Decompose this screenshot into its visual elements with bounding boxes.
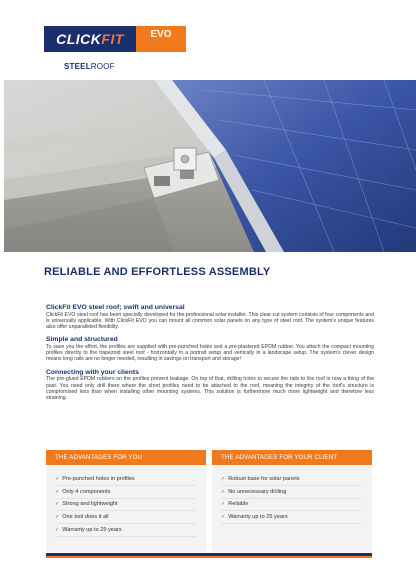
advantage-text: Robust base for solar panels	[228, 475, 300, 482]
list-item	[55, 486, 196, 499]
list-item	[221, 499, 362, 512]
section-heading: Simple and structured	[46, 336, 118, 344]
advantage-text: Only 4 components	[62, 488, 111, 495]
advantages-client-heading: THE ADVANTAGES FOR YOUR CLIENT	[212, 450, 372, 465]
bottom-accent-line	[46, 556, 372, 558]
check-icon: ✓	[55, 514, 60, 521]
logo-fit-text: FIT	[101, 31, 124, 47]
brand-logo	[44, 26, 186, 52]
check-icon: ✓	[55, 488, 60, 495]
main-title: RELIABLE AND EFFORTLESS ASSEMBLY	[44, 266, 271, 278]
section-body: To save you the effort, the profiles are supplied with pre-punched holes and a pre-plastered EPDM rubber. You attach the compact mounting profiles directly to the trapezoid steel roof - horizontally in a portrait setup and vertically in a landscape setup. The system's clever design means long rails are no longer needed, resulting in savings on transport and storage!	[46, 343, 374, 363]
list-item	[55, 524, 196, 537]
check-icon: ✓	[55, 475, 60, 482]
logo-evo: EVO	[136, 26, 186, 52]
logo-clickfit	[44, 26, 136, 52]
subtitle-steel: STEEL	[64, 62, 91, 71]
advantage-text: Reliable	[228, 501, 249, 508]
advantage-text: Strong and lightweight	[62, 501, 118, 508]
advantages-you-list	[46, 465, 206, 537]
list-item	[221, 486, 362, 499]
advantage-text: One tool does it all	[62, 514, 109, 521]
advantage-text: Warranty up to 25 years	[62, 527, 122, 534]
check-icon: ✓	[55, 527, 60, 534]
check-icon: ✓	[55, 501, 60, 508]
section-body: ClickFit EVO steel roof has been specially developed for the professional solar installer. This clear-cut system consists of four components and is universally applicable. With ClickFit EVO you can mount all common solar panels on any type of steel roof. The system's unique features also offer unparalleled flexibility.	[46, 311, 374, 331]
section-body: The pre-glued EPDM rubbers on the profiles prevent leakage. On top of that, drilling holes to secure the rails to the roof is now a thing of the past. You need only drill there where the short profiles need to be attached to the roof, meaning the integrity of the roof's structure is compromised less than when installing other mounting systems. This solution is furthermore much more lightweight and therefore less straining.	[46, 376, 374, 402]
advantage-text: No unnecessary drilling	[228, 488, 287, 495]
product-subtitle	[64, 62, 115, 71]
list-item	[55, 473, 196, 486]
section-heading: ClickFit EVO steel roof; swift and universal	[46, 304, 185, 311]
check-icon: ✓	[221, 514, 226, 521]
logo-click-text: CLICK	[56, 31, 102, 47]
section-heading: Connecting with your clients	[46, 368, 139, 376]
advantages-you-panel	[46, 450, 206, 552]
list-item	[221, 511, 362, 524]
product-photo	[4, 80, 416, 252]
list-item	[55, 499, 196, 512]
subtitle-roof: ROOF	[90, 62, 115, 71]
list-item	[221, 473, 362, 486]
list-item	[55, 511, 196, 524]
advantage-text: Warranty up to 25 years	[228, 514, 288, 521]
advantages-you-heading: THE ADVANTAGES FOR YOU	[46, 450, 206, 465]
solar-roof-illustration	[4, 80, 416, 252]
check-icon: ✓	[221, 488, 226, 495]
check-icon: ✓	[221, 475, 226, 482]
advantage-text: Pre-punched holes in profiles	[62, 475, 135, 482]
check-icon: ✓	[221, 501, 226, 508]
advantages-client-panel	[212, 450, 372, 552]
content-sections	[46, 304, 374, 407]
advantages-client-list	[212, 465, 372, 524]
